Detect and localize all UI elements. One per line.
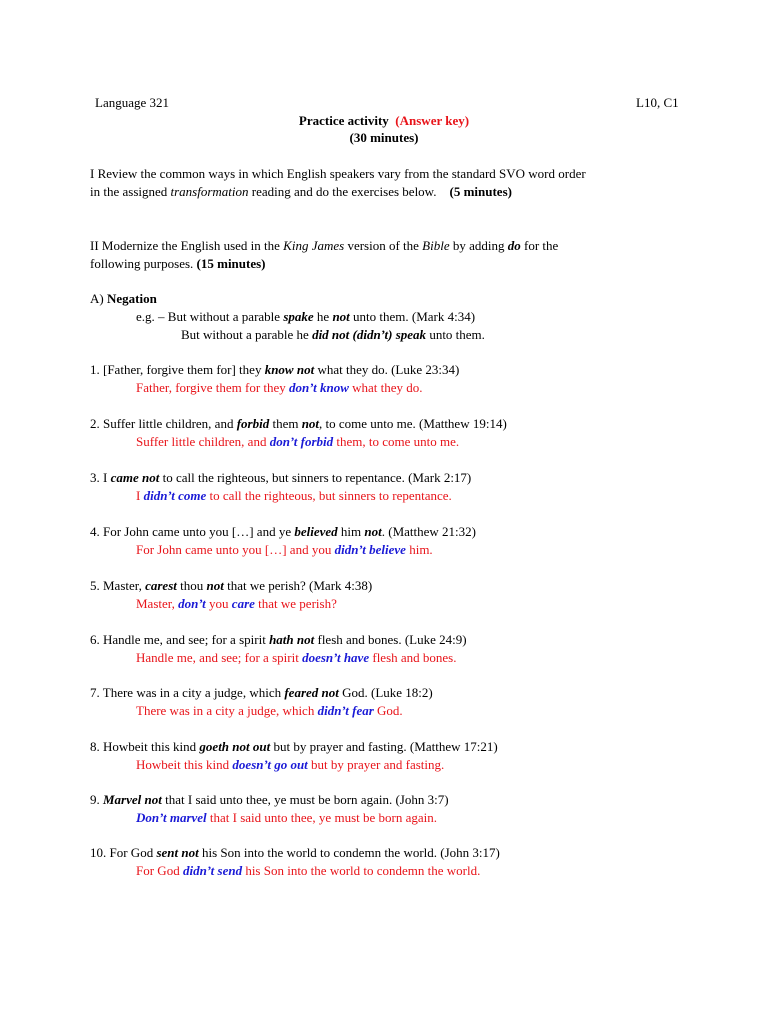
text-span: hath not [269, 632, 315, 647]
text-span: didn’t send [182, 863, 243, 878]
text-span: sent not [156, 845, 199, 860]
question-7 [90, 685, 433, 701]
answer-9 [136, 810, 437, 826]
text-span: that we perish? [254, 596, 337, 611]
text-span: 2. Suffer little children, and [90, 416, 237, 431]
text-span: Master, [136, 596, 179, 611]
text-span: Marvel not [103, 792, 162, 807]
text-span: unto them. [426, 327, 485, 342]
answer-1 [136, 380, 423, 396]
text-span: that we perish? (Mark 4:38) [223, 578, 373, 593]
text-span: believed [294, 524, 338, 539]
text-span: that I said unto thee, ye must be born again. (John 3:7) [161, 792, 449, 807]
answer-8 [136, 757, 444, 773]
section1-line1: I Review the common ways in which English speakers vary from the standard SVO word order [90, 166, 586, 181]
text-span: thou [176, 578, 207, 593]
title-text: Practice activity [298, 113, 389, 128]
text-span: not [364, 524, 382, 539]
text-span: doesn’t go out [232, 757, 308, 772]
section2-line2 [90, 256, 266, 272]
text-span: God. [373, 703, 403, 718]
time-label: (5 minutes) [449, 184, 512, 199]
answer-4 [136, 542, 433, 558]
text-span: him. [405, 542, 433, 557]
text-span: doesn’t have [302, 650, 370, 665]
text-span: in the assigned [90, 184, 171, 199]
text-span: Bible [422, 238, 450, 253]
text-span: did not (didn’t) speak [312, 327, 427, 342]
text-span: goeth not out [199, 739, 271, 754]
text-span: II Modernize the English used in the [90, 238, 284, 253]
section1-line2 [90, 184, 512, 200]
answer-7 [136, 703, 403, 719]
text-span: unto them. (Mark 4:34) [349, 309, 476, 324]
question-6 [90, 632, 467, 648]
course-name: Language 321 [95, 95, 170, 110]
text-span: Howbeit this kind [136, 757, 233, 772]
answer-5 [136, 596, 337, 612]
text-span: reading and do the exercises below. [248, 184, 437, 199]
text-span: version of the [344, 238, 423, 253]
text-span: not [332, 309, 350, 324]
text-span: for the [520, 238, 559, 253]
answer-3 [136, 488, 452, 504]
text-span: didn’t fear [317, 703, 374, 718]
text-span: I [136, 488, 144, 503]
text-span: not [301, 416, 320, 431]
question-4 [90, 524, 476, 540]
text-span: King James [283, 238, 345, 253]
text-span: didn’t believe [334, 542, 406, 557]
text-span: There was in a city a judge, which [136, 703, 318, 718]
text-span: 3. I [90, 470, 111, 485]
text-span: Father, forgive them for they [136, 380, 290, 395]
text-span: but by prayer and fasting. [307, 757, 445, 772]
text-span: do [507, 238, 521, 253]
text-span: by adding [449, 238, 508, 253]
text-span: forbid [236, 416, 270, 431]
text-span: transformation [170, 184, 249, 199]
text-span: A) [90, 291, 107, 306]
time-label: (15 minutes) [196, 256, 266, 271]
text-span: flesh and bones. [369, 650, 457, 665]
text-span: 5. Master, [90, 578, 146, 593]
answer-10 [136, 863, 480, 879]
question-10 [90, 845, 500, 861]
text-span: don’t forbid [269, 434, 334, 449]
text-span: them, to come unto me. [333, 434, 460, 449]
text-span: 8. Howbeit this kind [90, 739, 200, 754]
text-span: that I said unto thee, ye must be born again. [206, 810, 437, 825]
question-1 [90, 362, 459, 378]
subsection-heading [90, 291, 157, 307]
question-2 [90, 416, 507, 432]
text-span: he [313, 309, 333, 324]
text-span: Don’t marvel [136, 810, 207, 825]
text-span: Handle me, and see; for a spirit [136, 650, 303, 665]
text-span: what they do. [348, 380, 423, 395]
text-span: God. (Luke 18:2) [338, 685, 433, 700]
question-3 [90, 470, 471, 486]
text-span: , to come unto me. (Matthew 19:14) [319, 416, 507, 431]
example-line2 [181, 327, 485, 343]
duration: (30 minutes) [349, 130, 419, 145]
text-span: 4. For John came unto you […] and ye [90, 524, 295, 539]
text-span: didn’t come [143, 488, 207, 503]
section2-line1 [90, 238, 558, 254]
lesson-code: L10, C1 [636, 95, 679, 110]
text-span: following purposes. [90, 256, 197, 271]
text-span: came not [110, 470, 160, 485]
page-title [0, 113, 768, 129]
text-span: his Son into the world to condemn the world. [242, 863, 481, 878]
text-span: but by prayer and fasting. (Matthew 17:21) [270, 739, 498, 754]
text-span: 1. [Father, forgive them for] they [90, 362, 265, 377]
example-line1 [136, 309, 475, 325]
question-5 [90, 578, 372, 594]
text-span: to call the righteous, but sinners to repentance. (Mark 2:17) [159, 470, 472, 485]
text-span: his Son into the world to condemn the world. (John 3:17) [198, 845, 500, 860]
text-span: you [205, 596, 232, 611]
text-span: e.g. – But without a parable [136, 309, 284, 324]
text-span: spake [283, 309, 314, 324]
text-span: Negation [106, 291, 157, 306]
text-span: feared not [284, 685, 339, 700]
text-span: flesh and bones. (Luke 24:9) [314, 632, 467, 647]
text-span: 9. [90, 792, 103, 807]
text-span: know not [264, 362, 315, 377]
text-span: . (Matthew 21:32) [381, 524, 476, 539]
question-9 [90, 792, 449, 808]
answer-2 [136, 434, 459, 450]
text-span: not [206, 578, 224, 593]
answer-key-label: (Answer key) [395, 113, 470, 128]
text-span: what they do. (Luke 23:34) [314, 362, 460, 377]
text-span: them [269, 416, 302, 431]
text-span: don’t [178, 596, 206, 611]
text-span: Suffer little children, and [136, 434, 270, 449]
text-span: carest [145, 578, 177, 593]
answer-6 [136, 650, 456, 666]
text-span: 6. Handle me, and see; for a spirit [90, 632, 270, 647]
text-span: But without a parable he [181, 327, 313, 342]
text-span: For God [136, 863, 183, 878]
text-span: 7. There was in a city a judge, which [90, 685, 285, 700]
text-span: him [337, 524, 365, 539]
text-span: care [231, 596, 255, 611]
text-span: don’t know [289, 380, 349, 395]
text-span: For John came unto you […] and you [136, 542, 335, 557]
question-8 [90, 739, 498, 755]
text-span: to call the righteous, but sinners to repentance. [206, 488, 452, 503]
text-span: 10. For God [90, 845, 157, 860]
